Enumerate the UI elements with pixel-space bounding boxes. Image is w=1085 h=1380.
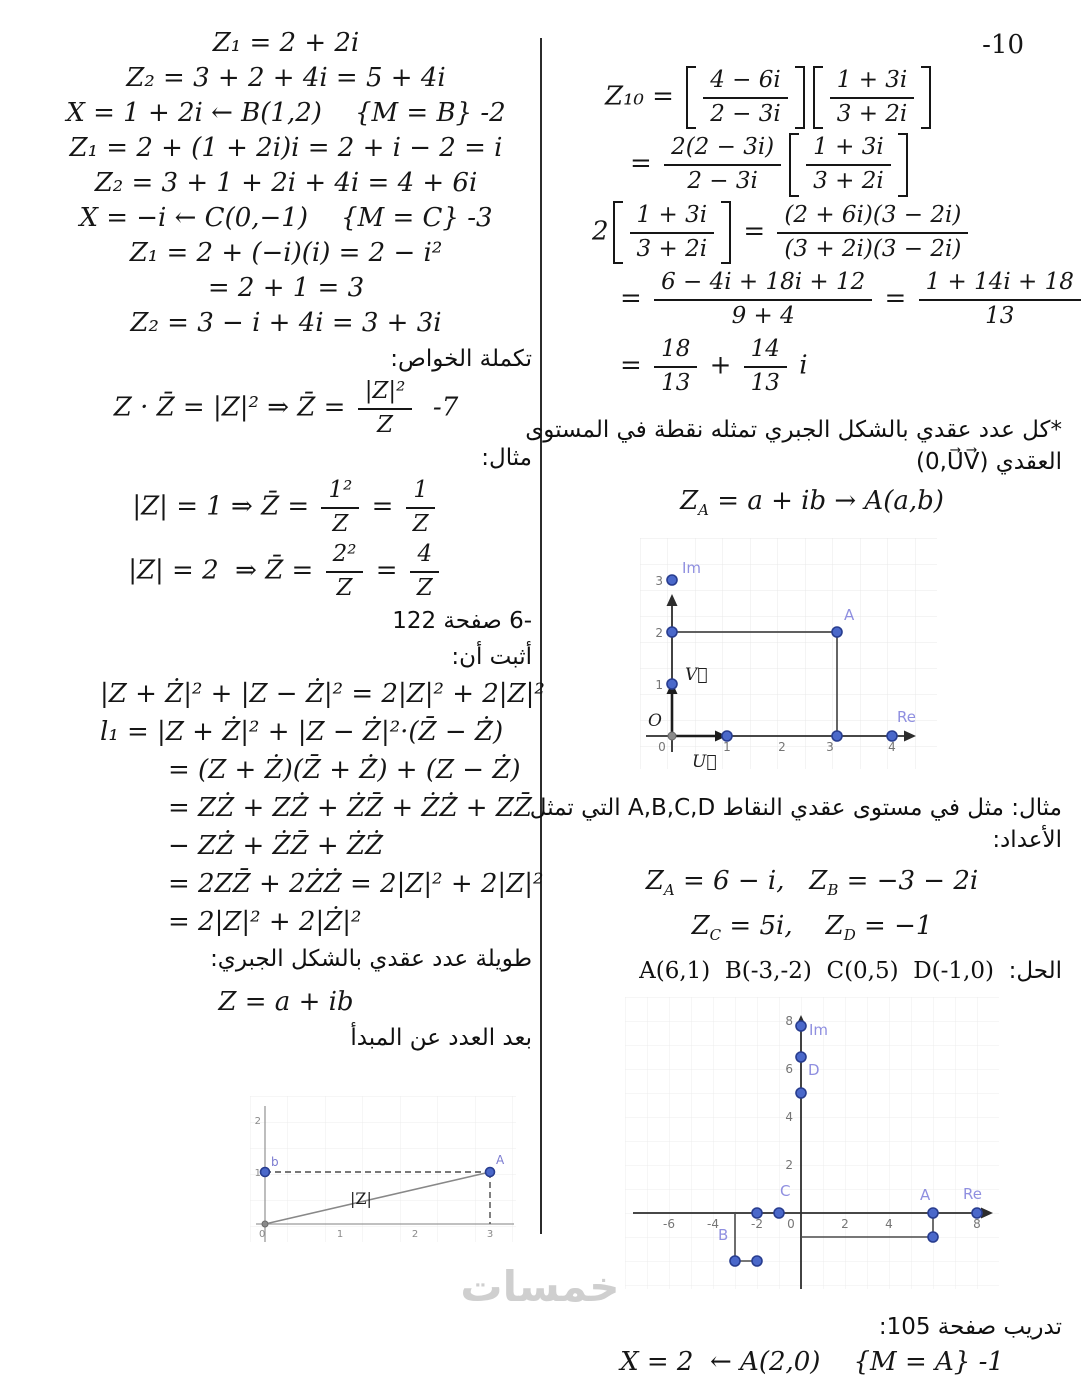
fraction: $\frac{4}{Z}$ — [410, 540, 440, 603]
math-line-z2: Z₂ = 3 + 2 + 4i = 5 + 4i — [126, 63, 446, 93]
column-divider — [540, 38, 542, 1234]
z10-line-5 — [620, 335, 1062, 398]
math-line-z1c: Z₁ = 2 + (−i)(i) = 2 − i² — [129, 238, 443, 268]
complex-plane-plot-uv — [640, 538, 940, 773]
basis-notation: (0,U⃗V⃗) — [916, 449, 989, 476]
im-axis-label: Im — [809, 1020, 829, 1039]
z-values-line-2 — [562, 909, 1062, 953]
proof-line: = (Z + Ż)(Z̄ + Ż̄) + (Z − Ż) — [168, 754, 521, 785]
fraction: $\frac{6 - 4i + 18i + 12}{9 + 4}$ — [654, 268, 872, 331]
subscript: B — [827, 881, 839, 900]
math-text: Z — [680, 486, 699, 517]
x-tick: 2 — [841, 1216, 849, 1231]
grid — [250, 1096, 516, 1242]
point-a-label: A — [920, 1185, 931, 1204]
subscript: C — [709, 925, 722, 944]
math-text: Z — [825, 910, 844, 941]
math-text: = −3 − 2i — [838, 866, 979, 897]
math-text: i — [790, 350, 808, 381]
subscript: A — [663, 881, 675, 900]
math-text: = 6 − i, — [674, 866, 810, 897]
math-text: + — [701, 350, 740, 381]
x-tick: 1 — [723, 740, 731, 755]
bracketed-fraction: $\frac{1 + 3i}{3 + 2i}$ — [613, 201, 732, 264]
point-c-label: C — [780, 1181, 791, 1200]
modulus-plot — [250, 1096, 520, 1246]
x-tick: 4 — [885, 1216, 893, 1231]
item-number: -7 — [416, 392, 459, 423]
math-line-z1: Z₁ = 2 + 2i — [212, 28, 360, 58]
y-tick: 2 — [254, 1115, 261, 1127]
example-line-2 — [40, 540, 532, 603]
point-a-label: A — [844, 606, 855, 625]
fraction: $\frac{1 + 14i + 18}{13}$ — [919, 268, 1081, 331]
point-a-label: A — [496, 1152, 505, 1167]
math-text: = — [620, 283, 651, 314]
abcd-plane-graph-container — [625, 997, 1062, 1297]
x-tick: 2 — [778, 740, 786, 755]
y-tick: 6 — [785, 1061, 793, 1076]
proof-line: l₁ = |Z + Ż|² + |Z − Ż|²·(Z̄ − Ż̄) — [100, 716, 504, 747]
y-tick: 1 — [254, 1167, 261, 1179]
solution-label: الحل: — [993, 957, 1062, 984]
solution-line — [562, 953, 1062, 989]
proof-line: = 2ZZ̄ + 2ŻŻ̄ = 2|Z|² + 2|Z|² — [168, 868, 544, 899]
heading-properties-continuation: تكملة الخواص: — [390, 346, 532, 372]
math-line-x-c: X = −i ← C(0,−1) {M = C} -3 — [79, 203, 493, 233]
math-text: Z₁₀ = — [605, 81, 683, 112]
math-text: = −1 — [855, 910, 933, 941]
y-tick: 8 — [785, 1013, 793, 1028]
re-axis-label: Re — [963, 1184, 982, 1203]
math-text: 2 — [592, 216, 609, 247]
x-tick: -6 — [663, 1216, 675, 1231]
x-tick: 3 — [826, 740, 834, 755]
note-complex-point: *كل عدد عقدي بالشكل الجبري تمثله نقطة في المستوى — [525, 417, 1062, 444]
proof-line: = 2|Z|² + 2|Ż|² — [168, 906, 362, 937]
subscript: A — [698, 501, 710, 520]
math-text: = a + ib → A(a,b) — [709, 486, 944, 517]
proof-line: |Z + Ż|² + |Z − Ż|² = 2|Z|² + 2|Z|² — [100, 678, 545, 709]
heading-modulus: طويلة عدد عقدي بالشكل الجبري: — [210, 945, 532, 972]
point-d-label: D — [808, 1060, 820, 1079]
math-line-z-algebraic: Z = a + ib — [218, 986, 354, 1017]
x-tick: 0 — [658, 740, 666, 755]
modulus-label: |Z| — [350, 1188, 372, 1208]
y-tick: 2 — [785, 1157, 793, 1172]
fraction: $\frac{(2 + 6i)(3 - 2i)}{(3 + 2i)(3 - 2i)}$ — [777, 201, 968, 264]
complex-plane-plot-abcd — [625, 997, 1005, 1292]
math-line-eq3: = 2 + 1 = 3 — [207, 273, 365, 303]
math-line-z2c: Z₂ = 3 − i + 4i = 3 + 3i — [130, 308, 442, 338]
za-mapping-line — [562, 484, 1062, 528]
math-text: Z — [691, 910, 710, 941]
heading-exercise-page-105: تدريب صفحة 105: — [878, 1313, 1062, 1340]
fraction: $\frac{\text{1²}}{Z}$ — [321, 476, 359, 539]
math-line-z1b: Z₁ = 2 + (1 + 2i)i = 2 + i − 2 = i — [69, 133, 503, 163]
y-tick: 1 — [655, 678, 663, 693]
z-values-line-1 — [562, 864, 1062, 908]
left-column — [40, 26, 545, 1251]
proof-line: − ZŻ̄ + ŻZ̄ + ŻŻ̄ — [168, 830, 384, 861]
property-7-line — [40, 377, 532, 440]
heading-page-122 — [40, 603, 532, 639]
subscript: D — [843, 925, 856, 944]
bracketed-fraction: $\frac{1 + 3i}{3 + 2i}$ — [789, 133, 908, 196]
bracketed-fraction: $\frac{4 - 6i}{2 - 3i}$ — [686, 66, 805, 129]
example-points-intro: مثال: مثل في مستوى عقدي النقاط A,B,C,D التي تمثل — [529, 795, 1062, 822]
problem-10-work — [562, 66, 1074, 398]
x-tick: 0 — [787, 1216, 795, 1231]
math-text: Z · Z̄ = |Z|² ⇒ Z̄ = — [113, 392, 354, 423]
solution-points: A(6,1) B(-3,-2) C(0,5) D(-1,0) — [639, 957, 994, 984]
math-text: = — [620, 350, 651, 381]
v-vector-label: V⃗ — [685, 665, 708, 686]
y-tick: 3 — [655, 574, 663, 589]
proof-line: = ZŻ + ZŻ̄ + ŻZ̄ + ŻŻ̄ + ZZ̄ — [168, 792, 532, 823]
example-line-1 — [40, 476, 532, 539]
fraction: $\frac{18}{13}$ — [654, 335, 697, 398]
y-tick: 4 — [785, 1109, 793, 1124]
math-text: |Z| = 2 ⇒ Z̄ = — [128, 555, 322, 586]
origin-tick: 0 — [259, 1228, 266, 1240]
note-complex-plane — [562, 446, 1062, 478]
math-text: = — [876, 283, 915, 314]
fraction: $\frac{2(2 - 3i)}{2 - 3i}$ — [664, 133, 781, 196]
math-text: = — [630, 148, 661, 179]
modulus-graph-container — [250, 1096, 532, 1251]
fraction: $\frac{\text{2²}}{Z}$ — [326, 540, 364, 603]
math-text: = — [367, 555, 406, 586]
math-line-z2b: Z₂ = 3 + 1 + 2i + 4i = 4 + 6i — [94, 168, 478, 198]
grid — [625, 997, 999, 1289]
example-points-intro-2: الأعداد: — [992, 827, 1062, 854]
bracketed-fraction: $\frac{1 + 3i}{3 + 2i}$ — [813, 66, 932, 129]
math-text: Z — [645, 866, 664, 897]
math-text: = 5i, — [721, 910, 826, 941]
exercise-1-line: X = 2 ← A(2,0) {M = A} -1 — [620, 1346, 1004, 1377]
x-tick: -2 — [751, 1216, 763, 1231]
origin-label: O — [648, 711, 662, 732]
math-text: Z — [809, 866, 828, 897]
math-line-x-b: X = 1 + 2i ← B(1,2) {M = B} -2 — [66, 98, 506, 128]
fraction: $\frac{1}{Z}$ — [406, 476, 436, 539]
x-tick: 3 — [486, 1228, 494, 1240]
heading-prove-that: أثبت أن: — [451, 643, 532, 670]
x-tick: 8 — [973, 1216, 981, 1231]
x-tick: 2 — [411, 1228, 419, 1240]
y-tick: 2 — [655, 626, 663, 641]
im-axis-label: Im — [682, 559, 702, 578]
math-text: = — [735, 216, 774, 247]
x-tick: 1 — [336, 1228, 344, 1240]
arabic-text: العقدي — [988, 449, 1062, 476]
caption-distance-from-origin: بعد العدد عن المبدأ — [350, 1024, 532, 1051]
page-ref: صفحة 122 — [392, 607, 510, 634]
point-b-label: B — [718, 1225, 729, 1244]
z10-line-3 — [592, 201, 1062, 264]
x-tick: -4 — [707, 1216, 719, 1231]
math-text: |Z| = 1 ⇒ Z̄ = — [132, 491, 318, 522]
point-b-label: b — [271, 1154, 279, 1169]
z10-line-4 — [620, 268, 1074, 331]
z10-line-2 — [630, 133, 1062, 196]
u-vector-label: U⃗ — [692, 752, 717, 773]
item-number: 6- — [509, 607, 532, 634]
watermark: خمسات — [460, 1262, 620, 1311]
z10-line-1 — [605, 66, 1062, 129]
problem-10-number: -10 — [982, 30, 1024, 60]
uv-plane-graph-container — [640, 538, 1062, 778]
heading-example: مثال: — [481, 445, 532, 472]
fraction: $\frac{14}{13}$ — [744, 335, 787, 398]
fraction: $\frac{\text{|Z|²}}{Z}$ — [358, 377, 413, 440]
re-axis-label: Re — [897, 708, 916, 727]
math-text: = — [363, 491, 402, 522]
x-tick: 4 — [888, 740, 896, 755]
